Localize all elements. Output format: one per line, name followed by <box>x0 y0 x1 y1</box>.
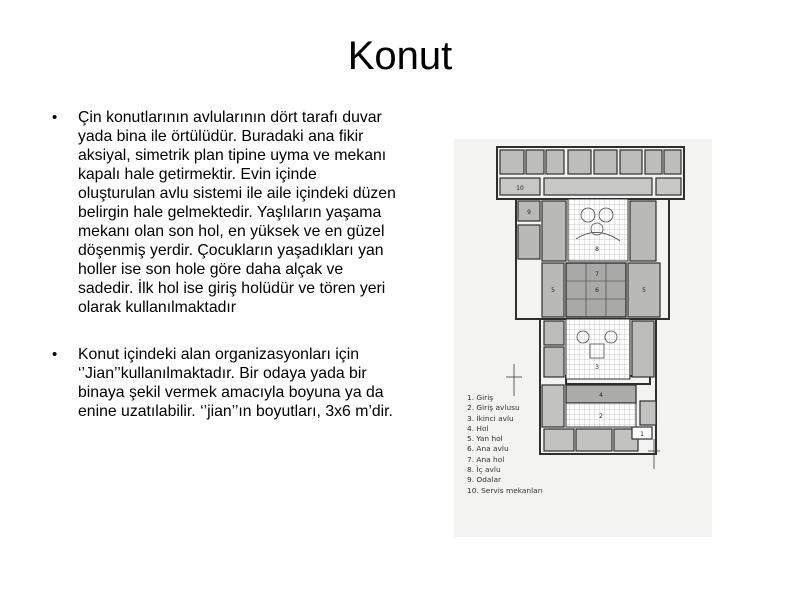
legend-item: 1. Giriş <box>467 393 494 402</box>
legend-item: 5. Yan hol <box>467 434 503 444</box>
legend-item: 10. Servis mekanları <box>467 485 543 495</box>
room-number: 1 <box>640 431 644 438</box>
room-number: 2 <box>599 413 603 420</box>
legend-item: 8. İç avlu <box>467 465 501 475</box>
legend-item: 4. Hol <box>467 423 489 433</box>
room-number: 4 <box>599 392 603 399</box>
room-number: 5 <box>642 287 646 294</box>
bullet-text: Konut içindeki alan organizasyonları için ‘’Jian’’kullanılmaktadır. Bir odaya yada bir binaya şekil vermek amacıyla boyuna ya da enine uzatılabilir. ‘’jian’’ın boyutları, 3x6 m’dir. <box>78 346 393 420</box>
room-number: 7 <box>595 271 599 278</box>
legend-item: 2. Giriş avlusu <box>467 403 520 413</box>
bullet-marker: • <box>52 346 58 363</box>
legend-item: 9. Odalar <box>467 475 502 485</box>
bullet-marker: • <box>52 109 58 126</box>
legend-item: 3. İkinci avlu <box>467 413 514 423</box>
slide-title: Konut <box>347 34 453 78</box>
bullet-list <box>52 108 397 449</box>
legend-item: 6. Ana avlu <box>467 444 509 454</box>
room-number: 5 <box>551 287 555 294</box>
room-number: 10 <box>516 185 524 192</box>
bullet-item <box>52 108 397 317</box>
room-number: 8 <box>595 246 599 253</box>
floor-plan-legend <box>467 393 543 496</box>
room-number: 3 <box>595 364 599 371</box>
room-number: 6 <box>595 287 599 294</box>
legend-item: 7. Ana hol <box>467 454 505 464</box>
room-number: 9 <box>527 209 531 216</box>
bullet-item <box>52 345 397 421</box>
bullet-text: Çin konutlarının avlularının dört tarafı duvar yada bina ile örtülüdür. Buradaki ana fikir aksiyal, simetrik plan tipine uyma ve mekanı kapalı hale getirmektir. Evin içinde oluşturulan avlu sistemi ile aile içindeki düzen belirgin hale gelmektedir. Yaşlıların yaşama mekanı olan son hol, en yüksek ve en güzel döşenmiş yerdir. Çocukların yaşadıkları yan holler ise son hole göre daha alçak ve sadedir. İlk hol ise giriş holüdür ve tören yeri olarak kullanılmaktadır <box>78 109 396 316</box>
